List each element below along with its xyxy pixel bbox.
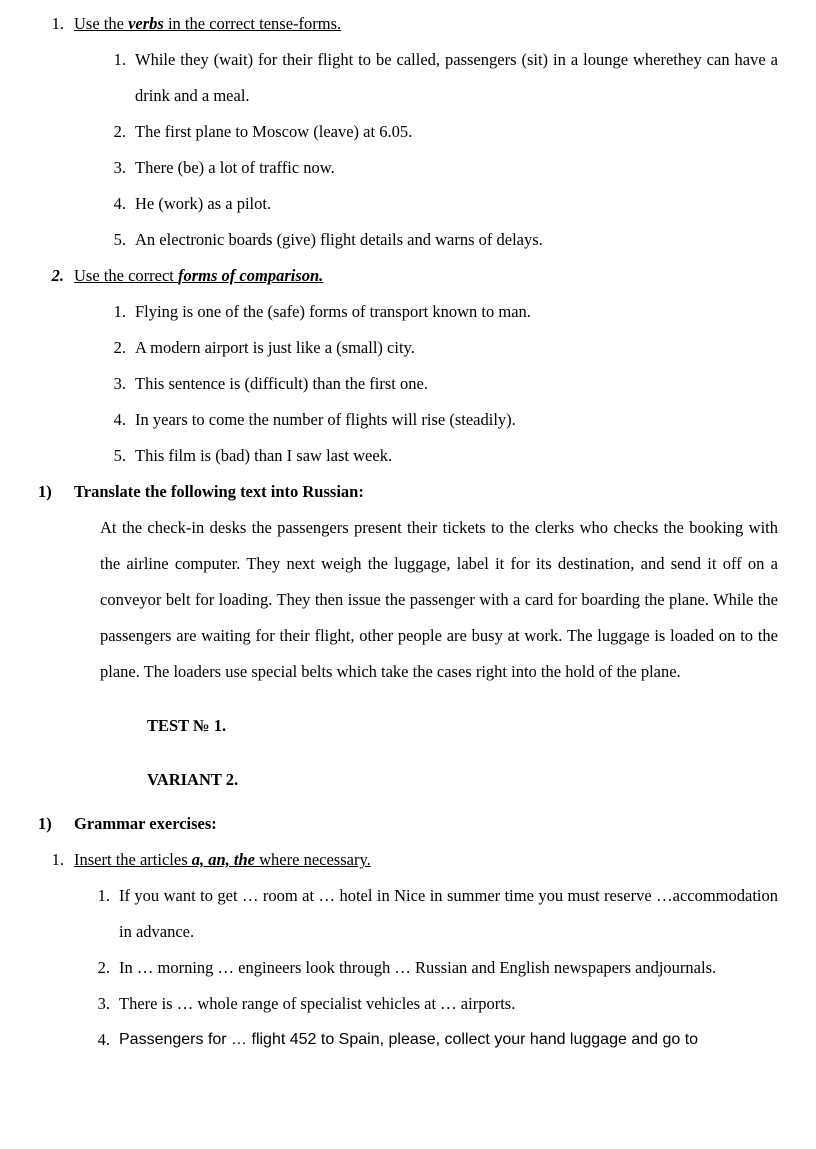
list-item bbox=[88, 878, 778, 950]
list-item bbox=[104, 186, 778, 222]
section-heading-text bbox=[74, 6, 778, 42]
list-item-text: Passengers for … flight 452 to Spain, please, collect your hand luggage and go to bbox=[119, 1031, 699, 1048]
list-item-marker: 4. bbox=[97, 1030, 110, 1049]
task-marker: 1) bbox=[38, 482, 52, 501]
section-heading-articles bbox=[38, 842, 778, 878]
list-item-marker: 2. bbox=[97, 958, 110, 977]
list-item-marker: 2. bbox=[113, 122, 126, 141]
list-item bbox=[88, 1022, 778, 1058]
list-item bbox=[104, 438, 778, 474]
translate-task-heading bbox=[38, 474, 778, 510]
task-label: Grammar exercises: bbox=[74, 814, 217, 833]
list-item bbox=[104, 222, 778, 258]
list-item-marker: 3. bbox=[113, 158, 126, 177]
list-item-marker: 1. bbox=[113, 302, 126, 321]
list-item-marker: 5. bbox=[113, 230, 126, 249]
section-heading-text bbox=[74, 842, 778, 878]
grammar-task-heading bbox=[38, 806, 778, 842]
section-heading-text bbox=[74, 258, 778, 294]
task-label: Translate the following text into Russian: bbox=[74, 482, 364, 501]
list-item-text: This film is (bad) than I saw last week. bbox=[135, 446, 393, 465]
list-item bbox=[104, 42, 778, 114]
heading-part-emphasis: a, an, the bbox=[191, 850, 256, 869]
heading-part: Insert the articles bbox=[74, 850, 192, 869]
list-item-text: If you want to get … room at … hotel in Nice in summer time you must reserve …accommodation in advance. bbox=[119, 886, 778, 941]
translation-passage: At the check-in desks the passengers present their tickets to the clerks who checks the booking with the airline computer. They next weigh the luggage, label it for its destination, and send it off on a conveyor belt for loading. They then issue the passenger with a card for boarding the plane. While the passengers are waiting for their flight, other people are busy at work. The luggage is loaded on to the plane. The loaders use special belts which take the cases right into the hold of the plane. bbox=[100, 518, 778, 681]
heading-part: Use the correct bbox=[74, 266, 178, 285]
variant-heading: VARIANT 2. bbox=[147, 770, 239, 789]
list-item-marker: 1. bbox=[113, 50, 126, 69]
list-item-text: In years to come the number of flights will rise (steadily). bbox=[135, 410, 516, 429]
section-heading-1 bbox=[38, 6, 778, 42]
list-item bbox=[104, 114, 778, 150]
heading-part-emphasis: verbs bbox=[128, 14, 164, 33]
heading-part-emphasis: forms of comparison. bbox=[178, 266, 324, 285]
list-item-text: A modern airport is just like a (small) city. bbox=[135, 338, 415, 357]
exercise-list-articles bbox=[88, 878, 778, 1058]
section-heading-2 bbox=[38, 258, 778, 294]
list-item bbox=[104, 294, 778, 330]
list-item-text: While they (wait) for their flight to be called, passengers (sit) in a lounge wherethey can have a drink and a meal. bbox=[135, 50, 778, 105]
task-marker: 1) bbox=[38, 814, 52, 833]
exercise-list-comparison bbox=[104, 294, 778, 474]
list-item bbox=[104, 150, 778, 186]
list-item-text: Flying is one of the (safe) forms of transport known to man. bbox=[135, 302, 531, 321]
list-item-text: This sentence is (difficult) than the first one. bbox=[135, 374, 428, 393]
list-item-marker: 3. bbox=[97, 994, 110, 1013]
list-item-text: There is … whole range of specialist vehicles at … airports. bbox=[119, 994, 516, 1013]
heading-part: where necessary. bbox=[255, 850, 371, 869]
list-item bbox=[104, 330, 778, 366]
section-marker: 2. bbox=[51, 266, 64, 285]
list-item bbox=[104, 366, 778, 402]
list-item-text: In … morning … engineers look through … Russian and English newspapers andjournals. bbox=[119, 958, 717, 977]
list-item bbox=[88, 986, 778, 1022]
list-item-marker: 4. bbox=[113, 194, 126, 213]
heading-part: in the correct tense-forms. bbox=[163, 14, 342, 33]
list-item-marker: 1. bbox=[97, 886, 110, 905]
list-item-text: An electronic boards (give) flight details and warns of delays. bbox=[135, 230, 543, 249]
list-item-marker: 4. bbox=[113, 410, 126, 429]
exercise-list-verbs bbox=[104, 42, 778, 258]
heading-part: Use the bbox=[74, 14, 129, 33]
list-item-marker: 3. bbox=[113, 374, 126, 393]
list-item-marker: 5. bbox=[113, 446, 126, 465]
test-heading: TEST № 1. bbox=[147, 716, 227, 735]
list-item bbox=[104, 402, 778, 438]
section-marker: 1. bbox=[51, 850, 64, 869]
list-item-text: He (work) as a pilot. bbox=[135, 194, 272, 213]
list-item bbox=[88, 950, 778, 986]
section-marker: 1. bbox=[51, 14, 64, 33]
list-item-marker: 2. bbox=[113, 338, 126, 357]
list-item-text: The first plane to Moscow (leave) at 6.05. bbox=[135, 122, 413, 141]
list-item-text: There (be) a lot of traffic now. bbox=[135, 158, 335, 177]
